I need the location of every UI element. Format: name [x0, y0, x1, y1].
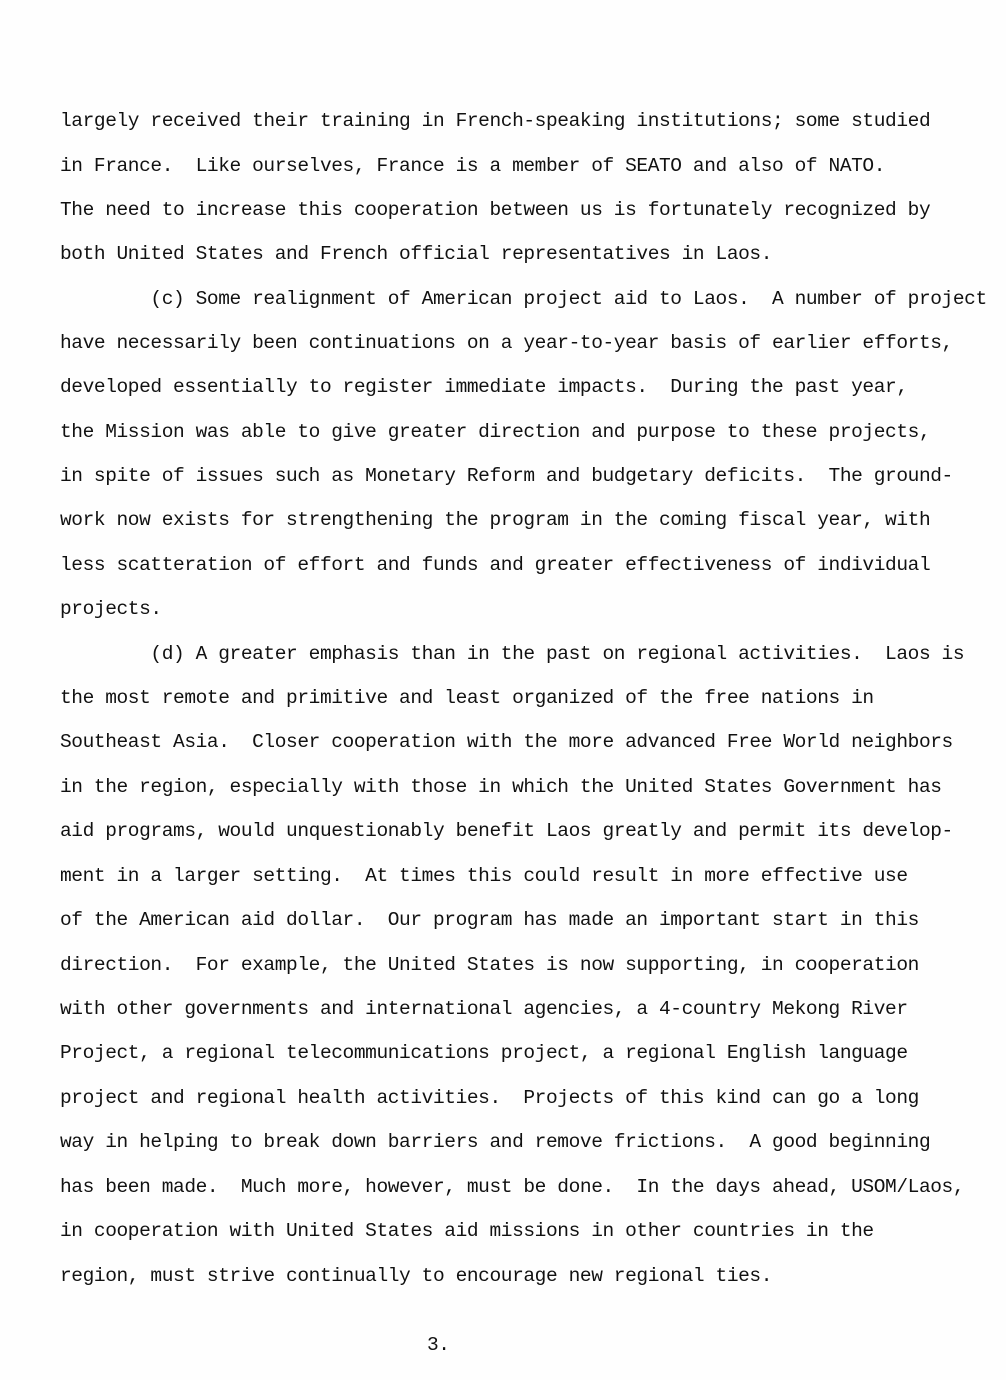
text-line: in cooperation with United States aid missions in other countries in the	[60, 1220, 874, 1242]
text-line: less scatteration of effort and funds and greater effectiveness of individual	[60, 554, 931, 576]
text-line: of the American aid dollar. Our program has made an important start in this	[60, 909, 919, 931]
text-line: in France. Like ourselves, France is a member of SEATO and also of NATO.	[60, 155, 886, 177]
text-line: projects.	[60, 598, 162, 620]
text-line: region, must strive continually to encourage new regional ties.	[60, 1265, 773, 1287]
text-line: (c) Some realignment of American project aid to Laos. A number of project	[60, 288, 987, 310]
text-line: way in helping to break down barriers and remove frictions. A good beginning	[60, 1131, 931, 1153]
text-line: work now exists for strengthening the program in the coming fiscal year, with	[60, 509, 931, 531]
text-line: both United States and French official representatives in Laos.	[60, 243, 773, 265]
text-line: The need to increase this cooperation between us is fortunately recognized by	[60, 199, 931, 221]
text-line: have necessarily been continuations on a year-to-year basis of earlier efforts,	[60, 332, 953, 354]
text-line: Project, a regional telecommunications project, a regional English language	[60, 1042, 908, 1064]
text-line: in the region, especially with those in which the United States Government has	[60, 776, 942, 798]
text-line: (d) A greater emphasis than in the past on regional activities. Laos is	[60, 643, 965, 665]
text-line: with other governments and international agencies, a 4-country Mekong River	[60, 998, 908, 1020]
page-number: 3.	[427, 1334, 450, 1356]
text-line: direction. For example, the United States is now supporting, in cooperation	[60, 954, 919, 976]
text-line: aid programs, would unquestionably benefit Laos greatly and permit its develop-	[60, 820, 953, 842]
text-line: Southeast Asia. Closer cooperation with the more advanced Free World neighbors	[60, 731, 953, 753]
text-line: largely received their training in French-speaking institutions; some studied	[60, 110, 931, 132]
text-line: ment in a larger setting. At times this could result in more effective use	[60, 865, 908, 887]
text-line: project and regional health activities. Projects of this kind can go a long	[60, 1087, 919, 1109]
text-line: the Mission was able to give greater direction and purpose to these projects,	[60, 421, 931, 443]
text-line: in spite of issues such as Monetary Reform and budgetary deficits. The ground-	[60, 465, 953, 487]
text-line: the most remote and primitive and least organized of the free nations in	[60, 687, 874, 709]
text-line: developed essentially to register immediate impacts. During the past year,	[60, 376, 908, 398]
text-line: has been made. Much more, however, must be done. In the days ahead, USOM/Laos,	[60, 1176, 965, 1198]
